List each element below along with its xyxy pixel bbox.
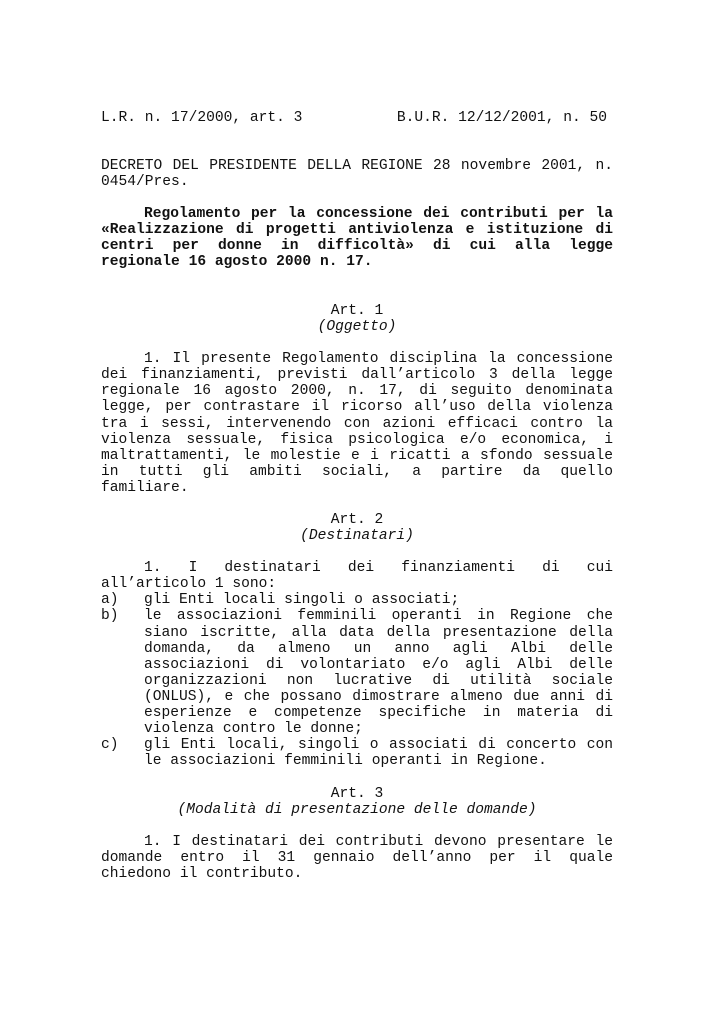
list-marker: b) <box>101 608 119 625</box>
list-item <box>101 737 613 769</box>
article-2-number: Art. 2 <box>330 512 384 528</box>
article-1-paragraph: 1. Il presente Regolamento disciplina la concessione dei finanziamenti, previsti dall’articolo 3 della legge regionale 16 agosto 2000, n. 17, di seguito denominata legge, per contrastare il ricorso all’uso della violenza tra i sessi, intervenendo con azioni efficaci contro la violenza sessuale, fisica psicologica e/o economica, i maltrattamenti, le molestie e i ricatti a sfondo sessuale in tutti gli ambiti sociali, a partire da quello familiare. <box>101 351 613 496</box>
list-item-text: gli Enti locali singoli o associati; <box>144 592 460 609</box>
article-1-number: Art. 1 <box>330 303 384 319</box>
article-2 <box>101 512 613 769</box>
bulletin-reference: B.U.R. 12/12/2001, n. 50 <box>396 110 607 126</box>
article-1-subtitle: (Oggetto) <box>317 319 397 336</box>
list-marker: c) <box>101 737 119 754</box>
document-title: Regolamento per la concessione dei contributi per la «Realizzazione di progetti antiviolenza e istituzione di centri per donne in difficoltà» di cui alla legge regionale 16 agosto 2000 n. 17. <box>101 206 613 271</box>
list-item-text: gli Enti locali, singoli o associati di concerto con le associazioni femminili operanti in Regione. <box>144 737 613 770</box>
article-3-heading <box>101 786 613 818</box>
article-1 <box>101 303 613 496</box>
header-line <box>101 110 613 127</box>
article-3 <box>101 786 613 882</box>
article-1-heading <box>101 303 613 335</box>
article-3-paragraph: 1. I destinatari dei contributi devono presentare le domande entro il 31 gennaio dell’anno per il quale chiedono il contributo. <box>101 834 613 883</box>
law-reference: L.R. n. 17/2000, art. 3 <box>101 110 303 126</box>
decree-text: DECRETO DEL PRESIDENTE DELLA REGIONE 28 novembre 2001, n. 0454/Pres. <box>101 158 613 191</box>
list-item <box>101 592 613 608</box>
list-item-text: le associazioni femminili operanti in Regione che siano iscritte, alla data della presentazione della domanda, da almeno un anno agli Albi delle associazioni di volontariato e/o agli Albi delle organizzazioni non lucrative di utilità sociale (ONLUS), e che possano dimostrare almeno due anni di esperienze e competenze specifiche in materia di violenza contro le donne; <box>144 608 613 738</box>
decree-line <box>101 158 613 190</box>
article-2-paragraph: 1. I destinatari dei finanziamenti di cui all’articolo 1 sono: <box>101 560 613 593</box>
article-3-subtitle: (Modalità di presentazione delle domande) <box>177 802 537 819</box>
article-2-subtitle: (Destinatari) <box>300 528 414 545</box>
article-2-heading <box>101 512 613 544</box>
list-item <box>101 608 613 737</box>
list-marker: a) <box>101 592 119 609</box>
article-3-number: Art. 3 <box>330 786 384 802</box>
recipients-list <box>101 592 613 769</box>
